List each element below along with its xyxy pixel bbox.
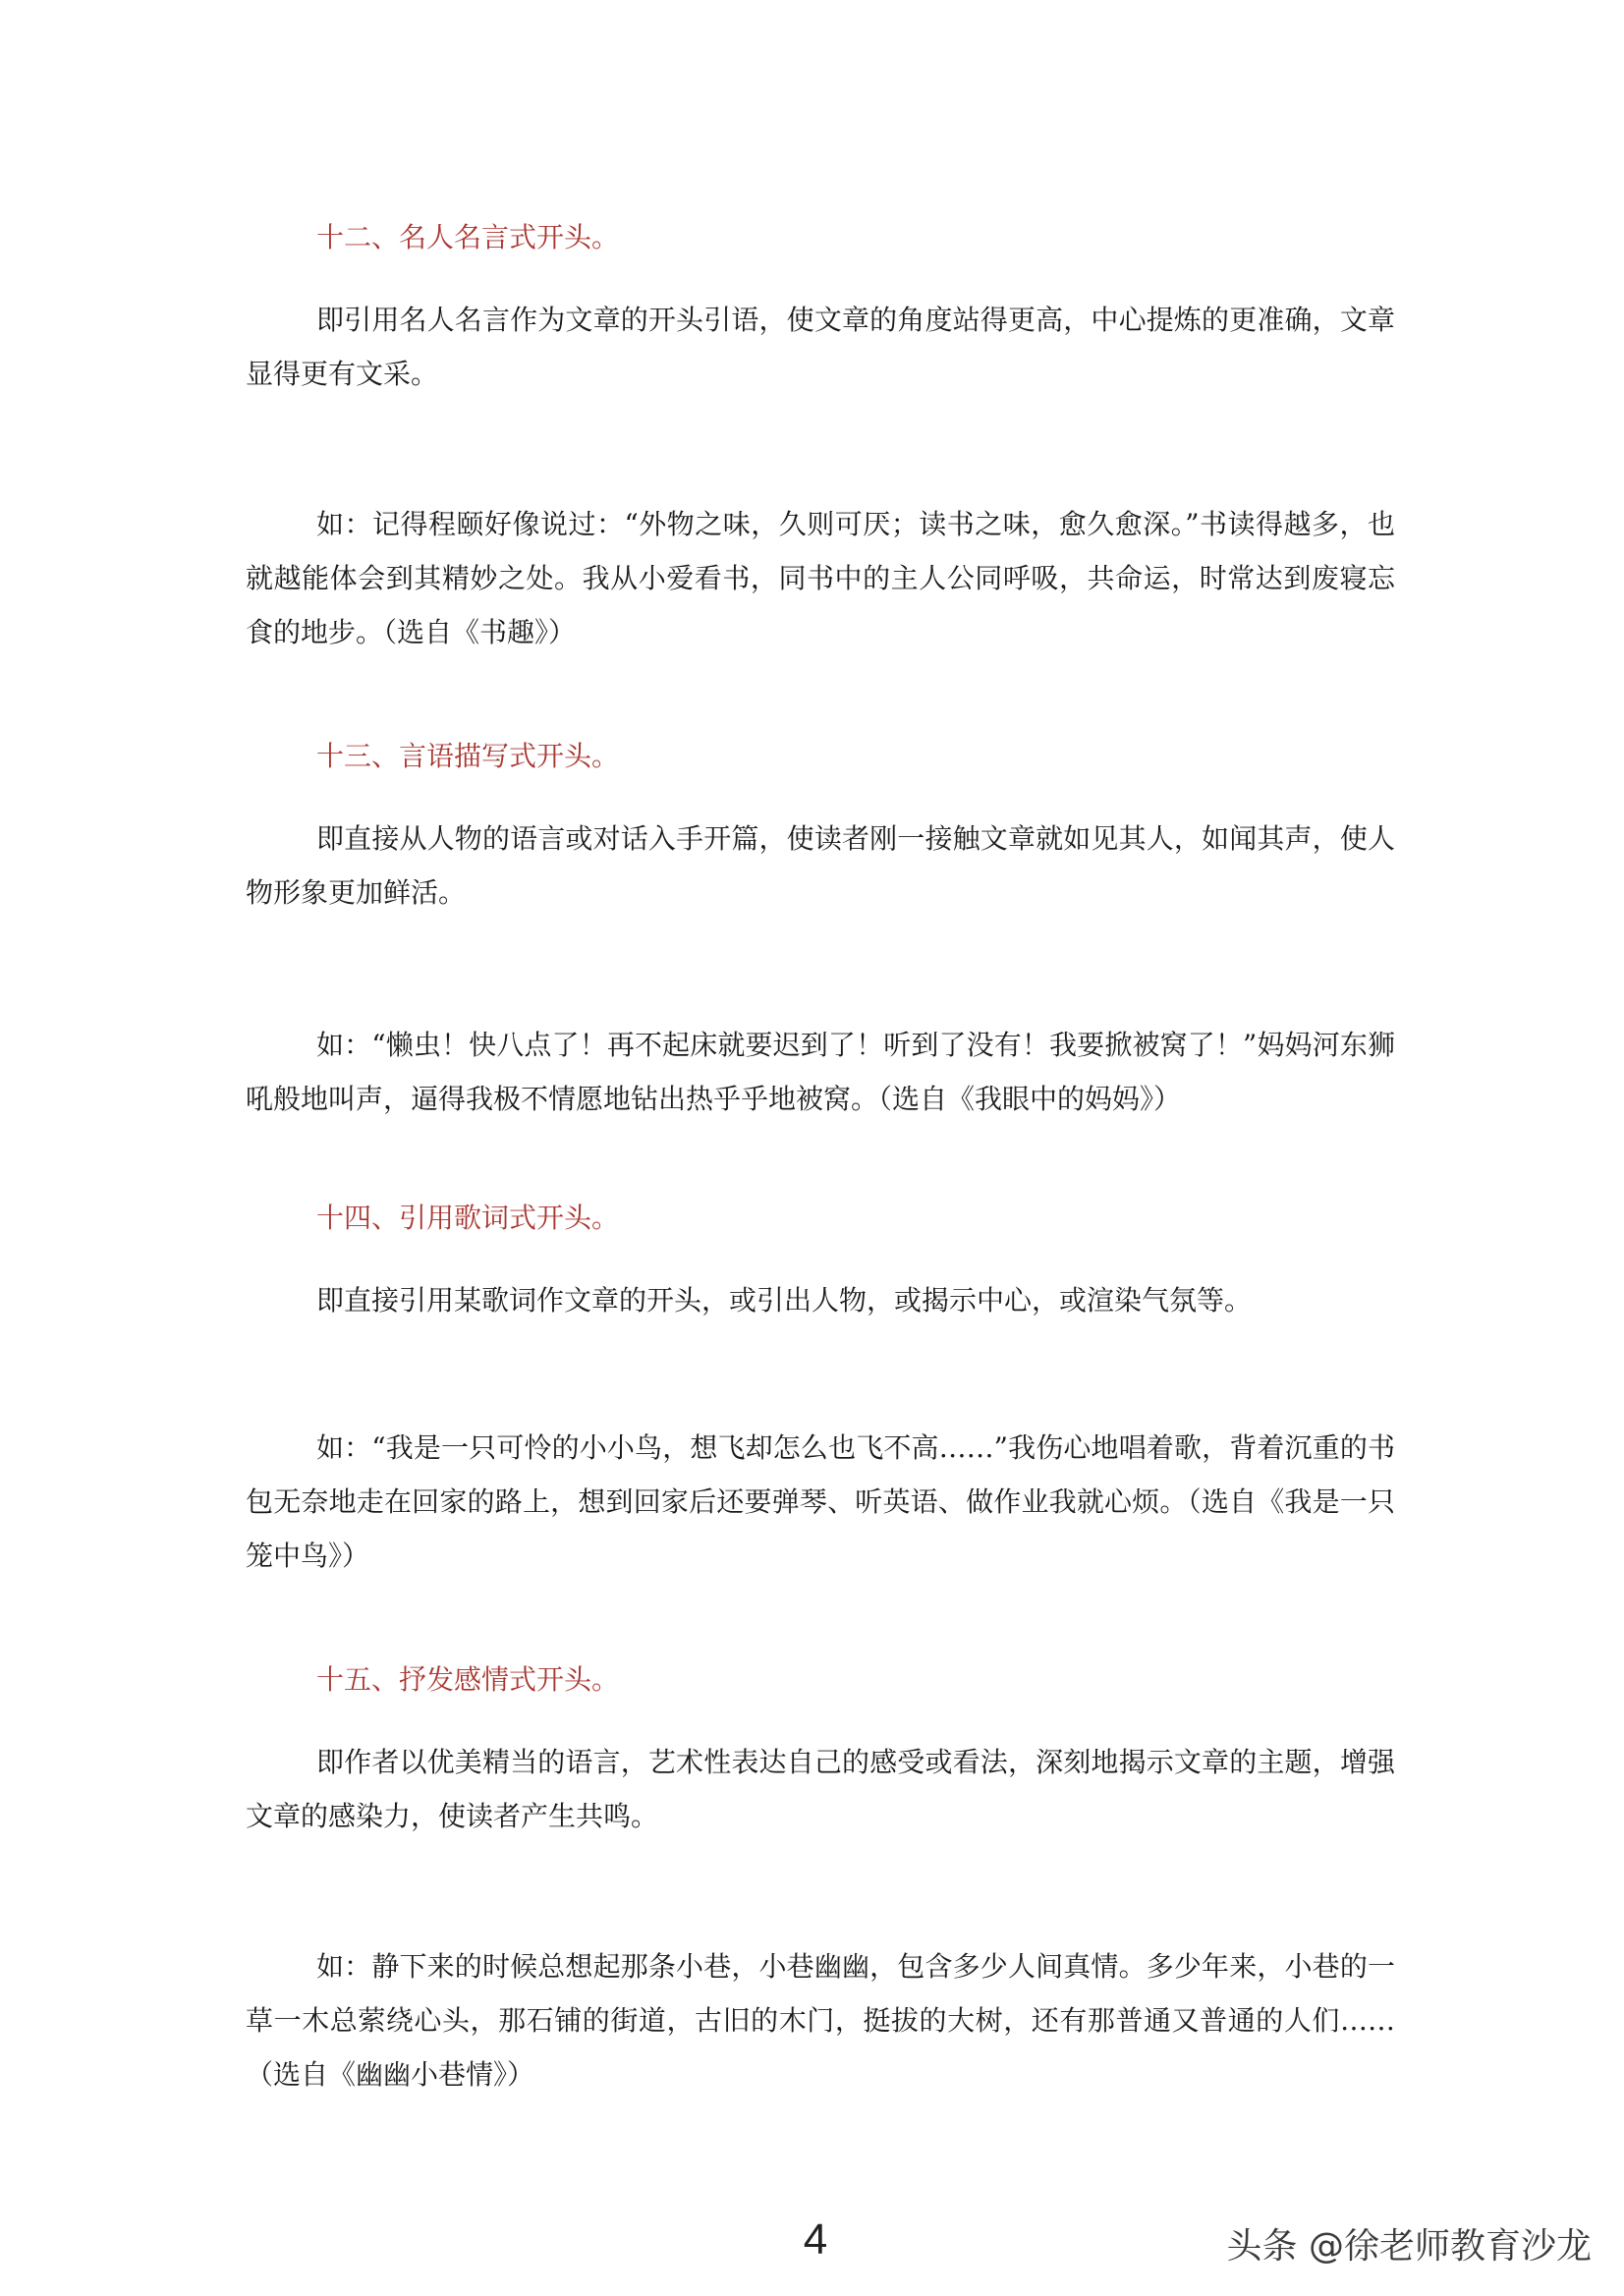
section-description: 即引用名人名言作为文章的开头引语，使文章的角度站得更高，中心提炼的更准确，文章显得更有文采。: [246, 304, 1395, 390]
section-14: [246, 1199, 1395, 1327]
section-15: [246, 1660, 1395, 1843]
example-paragraph: 如：“我是一只可怜的小小鸟，想飞却怎么也飞不高……”我伤心地唱着歌，背着沉重的书包无奈地走在回家的路上，想到回家后还要弹琴、听英语、做作业我就心烦。（选自《我是一只笼中鸟》）: [246, 1431, 1395, 1572]
section-heading: 十二、名人名言式开头。: [316, 221, 620, 253]
example-paragraph: 如：记得程颐好像说过：“外物之味，久则可厌；读书之味，愈久愈深。”书读得越多，也就越能体会到其精妙之处。我从小爱看书，同书中的主人公同呼吸，共命运，时常达到废寝忘食的地步。（选自《书趣》）: [246, 508, 1395, 648]
section-13-example: [246, 1018, 1395, 1126]
page-number: 4: [803, 2215, 828, 2264]
section-heading: 十四、引用歌词式开头。: [316, 1202, 620, 1234]
section-14-example: [246, 1421, 1395, 1583]
section-13: [246, 737, 1395, 920]
section-description: 即直接从人物的语言或对话入手开篇，使读者刚一接触文章就如见其人，如闻其声，使人物形象更加鲜活。: [246, 822, 1395, 909]
section-heading: 十三、言语描写式开头。: [316, 740, 620, 772]
example-paragraph: 如：“懒虫！快八点了！再不起床就要迟到了！听到了没有！我要掀被窝了！”妈妈河东狮吼般地叫声，逼得我极不情愿地钻出热乎乎地被窝。（选自《我眼中的妈妈》）: [246, 1029, 1395, 1115]
section-heading: 十五、抒发感情式开头。: [316, 1663, 620, 1696]
section-description: 即作者以优美精当的语言，艺术性表达自己的感受或看法，深刻地揭示文章的主题，增强文章的感染力，使读者产生共鸣。: [246, 1746, 1395, 1832]
example-paragraph: 如：静下来的时候总想起那条小巷，小巷幽幽，包含多少人间真情。多少年来，小巷的一草一木总萦绕心头，那石铺的街道，古旧的木门，挺拔的大树，还有那普通又普通的人们……（选自《幽幽小巷情》）: [246, 1950, 1395, 2091]
section-15-example: [246, 1939, 1395, 2101]
watermark: 头条 @徐老师教育沙龙: [1226, 2226, 1592, 2267]
section-12: [246, 218, 1395, 401]
section-12-example: [246, 497, 1395, 659]
section-description: 即直接引用某歌词作文章的开头，或引出人物，或揭示中心，或渲染气氛等。: [316, 1284, 1253, 1316]
